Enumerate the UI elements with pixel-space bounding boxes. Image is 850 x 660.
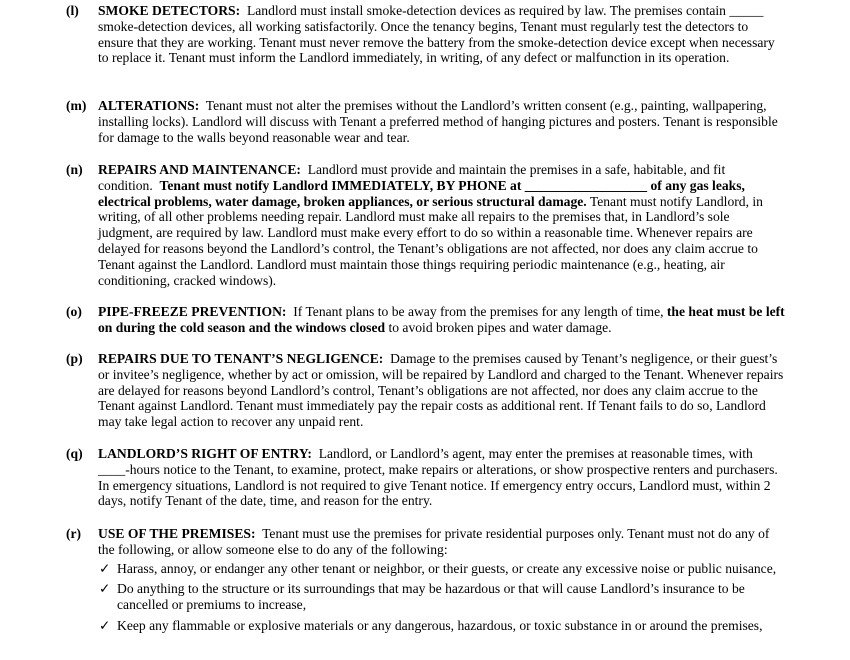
clause-alterations — [66, 98, 786, 145]
list-item — [98, 618, 786, 634]
clause-body — [98, 3, 786, 66]
checkmark-icon: ✓ — [99, 581, 111, 597]
clause-text: Tenant must notify Landlord, in writing, of all other problems needing repair. Landlord must make all repairs to the premises that, in Landlord’s sole judgment, are required by law. Landlord must make every effort to do so within a reasonable time. Whenever repairs are delayed for reasons beyond the Landlord’s control, the Tenant’s obligations are not affected, nor does any claim accrue to Tenant against the Landlord. Landlord must maintain those things requiring periodic maintenance (e.g., heating, air conditioning, cracked windows). — [98, 193, 763, 288]
clause-tenant-negligence — [66, 351, 786, 430]
clause-heading: PIPE-FREEZE PREVENTION: — [98, 304, 287, 319]
clause-heading: REPAIRS AND MAINTENANCE: — [98, 162, 301, 177]
clause-label: (o) — [66, 304, 82, 319]
clause-label: (l) — [66, 3, 79, 18]
clause-text: If Tenant plans to be away from the premises for any length of time, — [293, 304, 664, 319]
list-item — [98, 581, 786, 613]
clause-text: Tenant must not alter the premises without the Landlord’s written consent (e.g., painting, wallpapering, installing locks). Landlord will discuss with Tenant a preferred method of hanging pictures and posters. Tenant is responsible for damage to the walls beyond reasonable wear and tear. — [98, 98, 778, 145]
checkmark-icon: ✓ — [99, 560, 111, 576]
clause-text: Damage to the premises caused by Tenant’s negligence, or their guest’s or invitee’s negligence, whether by act or omission, will be repaired by Landlord and charged to the Tenant. Whenever repairs are delayed for reasons beyond Landlord’s control, Tenant’s obligations are not affected, nor does any claim accrue to the Tenant against Landlord. Tenant must immediately pay the repair costs as additional rent. If Tenant fails to do so, Landlord may take legal action to recover any unpaid rent. — [98, 351, 784, 430]
clause-heading: SMOKE DETECTORS: — [98, 3, 241, 18]
checkmark-icon: ✓ — [99, 617, 111, 633]
clause-bold-text: the heat must be left on during the cold season and the windows closed — [98, 304, 785, 335]
clause-smoke-detectors — [66, 3, 786, 66]
clause-label: (r) — [66, 526, 82, 541]
clause-repairs-maintenance — [66, 162, 786, 288]
clause-body — [98, 446, 786, 509]
clause-text: Tenant must use the premises for private residential purposes only. Tenant must not do any of the following, or allow someone else to do any of the following: — [98, 526, 770, 557]
clause-right-of-entry — [66, 446, 786, 509]
clause-label: (p) — [66, 351, 83, 366]
clause-text: to avoid broken pipes and water damage. — [388, 319, 612, 335]
list-item-text: Keep any flammable or explosive materials or any dangerous, hazardous, or toxic substance in or around the premises, — [117, 617, 763, 633]
prohibited-uses-list — [98, 561, 786, 634]
clause-label: (m) — [66, 98, 87, 113]
list-item — [98, 561, 786, 577]
clause-heading: REPAIRS DUE TO TENANT’S NEGLIGENCE: — [98, 351, 384, 366]
list-item-text: Do anything to the structure or its surroundings that may be hazardous or that will cause Landlord’s insurance to be cancelled or premiums to increase, — [117, 581, 745, 613]
clause-body — [98, 98, 786, 145]
clause-label: (q) — [66, 446, 83, 461]
clause-text: Landlord must install smoke-detection devices as required by law. The premises contain _____ smoke-detection devices, all working satisfactorily. Once the tenancy begins, Tenant must regularly test the detectors to ensure that they are working. Tenant must never remove the battery from the smoke-detection device except when necessary to replace it. Tenant must inform the Landlord immediately, in writing, of any defect or malfunction in its operation. — [98, 3, 775, 66]
clause-heading: USE OF THE PREMISES: — [98, 526, 256, 541]
clause-use-of-premises — [66, 526, 786, 639]
clause-body — [98, 351, 786, 430]
clause-text: Landlord, or Landlord’s agent, may enter the premises at reasonable times, with ____-hours notice to the Tenant, to examine, protect, make repairs or alterations, or show prospective renters and purchasers. In emergency situations, Landlord is not required to give Tenant notice. If emergency entry occurs, Landlord must, within 2 days, notify Tenant of the date, time, and reason for the entry. — [98, 446, 778, 509]
clause-body — [98, 162, 786, 288]
list-item-text: Harass, annoy, or endanger any other tenant or neighbor, or their guests, or create any excessive noise or public nuisance, — [117, 560, 777, 576]
clause-text: Landlord must provide and maintain the premises in a safe, habitable, and fit condition. — [98, 162, 726, 193]
clause-pipe-freeze — [66, 304, 786, 336]
clause-label: (n) — [66, 162, 83, 177]
clause-body — [98, 304, 786, 336]
clause-body — [98, 526, 786, 558]
clause-heading: LANDLORD’S RIGHT OF ENTRY: — [98, 446, 312, 461]
clause-heading: ALTERATIONS: — [98, 98, 200, 113]
clause-bold-text: Tenant must notify Landlord IMMEDIATELY, BY PHONE at __________________ of any gas leaks, electrical problems, water damage, broken appliances, or serious structural damage. — [98, 177, 745, 209]
